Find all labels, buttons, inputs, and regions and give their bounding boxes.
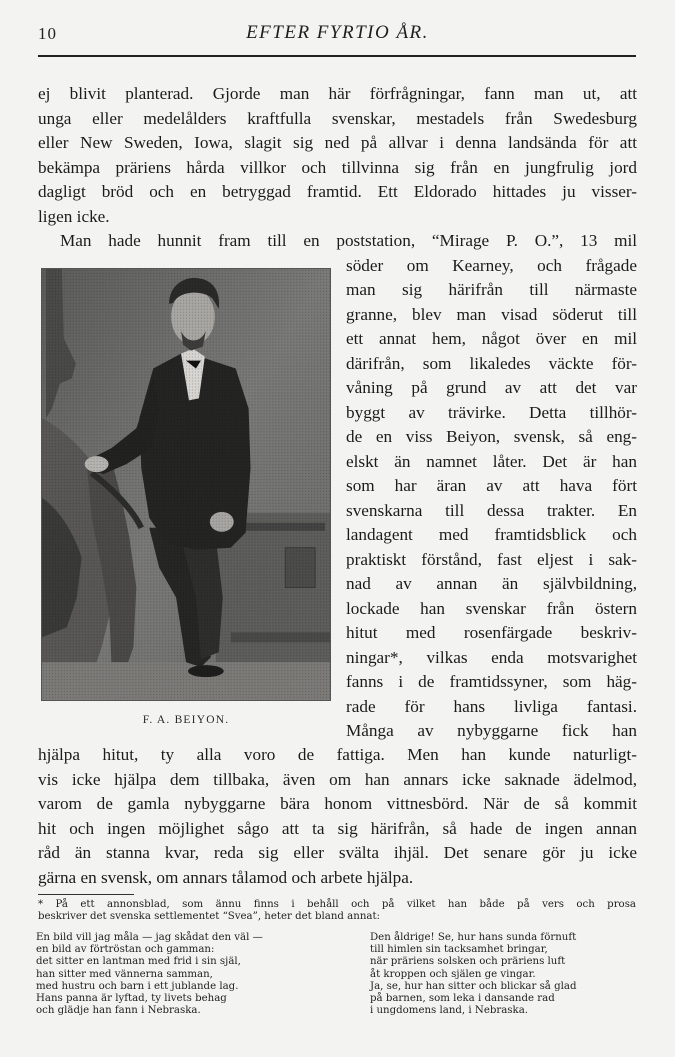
text-line: man sig härifrån till närmaste bbox=[346, 280, 637, 299]
poem-line: han sitter med vännerna samman, bbox=[36, 968, 213, 980]
text-line: bekämpa präriens hårda villkor och tillvinna sig från en jungfrulig jord bbox=[38, 157, 637, 177]
text-line: rade för hans livliga fantasi. bbox=[346, 696, 637, 716]
text-line: landagent med framtidsblick och bbox=[346, 525, 637, 544]
text-line: ej blivit planterad. Gjorde man här förfrågningar, fann man ut, att bbox=[38, 84, 637, 103]
text-line: råd än stanna kvar, reda sig eller svälta ihjäl. Det senare gör ju icke bbox=[38, 843, 637, 862]
text-line: därifrån, som likaledes väckte för- bbox=[346, 353, 637, 373]
text-line: hitut med rosenfärgade beskriv- bbox=[346, 623, 637, 642]
portrait-image bbox=[42, 269, 330, 700]
footnote-line: beskriver det svenska settlementet “Svea”, heter det bland annat: bbox=[38, 911, 380, 922]
footnote-poem-right bbox=[370, 932, 577, 1017]
poem-line: en bild av förtröstan och gamman: bbox=[36, 944, 215, 956]
poem-line: åt kroppen och själen ge vingar. bbox=[370, 968, 536, 980]
text-line: granne, blev man visad söderut till bbox=[346, 304, 637, 324]
footnote-poem-left bbox=[36, 932, 263, 1017]
text-line: Man hade hunnit fram till en poststation, “Mirage P. O.”, 13 mil bbox=[60, 231, 637, 250]
text-line: svenskarna till dessa trakter. En bbox=[346, 500, 637, 520]
poem-line: i ungdomens land, i Nebraska. bbox=[370, 1005, 529, 1017]
text-line: ligen icke. bbox=[38, 206, 110, 226]
text-line: ett annat hem, något över en mil bbox=[346, 329, 637, 348]
text-line: de en viss Beiyon, svensk, så eng- bbox=[346, 427, 637, 446]
text-line: eller New Sweden, Iowa, slagit sig ned på allvar i denna landsända för att bbox=[38, 133, 637, 152]
poem-line: och glädje han fann i Nebraska. bbox=[36, 1005, 201, 1017]
text-line: fanns i de framtidssyner, som häg- bbox=[346, 672, 637, 691]
text-line: dagligt bröd och en betryggad framtid. Ett Eldorado hittades ju visser- bbox=[38, 182, 637, 201]
poem-line: En bild vill jag måla — jag skådat den väl — bbox=[36, 932, 263, 943]
text-line: hjälpa hitut, ty alla voro de fattiga. Men han kunde naturligt- bbox=[38, 745, 637, 764]
text-line: våning på grund av att det var bbox=[346, 378, 637, 397]
text-line: lockade han svenskar från östern bbox=[346, 598, 637, 618]
poem-line: på barnen, som leka i dansande rad bbox=[370, 992, 555, 1004]
running-title: EFTER FYRTIO ÅR. bbox=[246, 22, 429, 43]
poem-line: det sitter en lantman med frid i sin själ, bbox=[36, 956, 241, 968]
text-line: vis icke hjälpa dem tillbaka, även om han annars icke saknade ädelmod, bbox=[38, 769, 637, 789]
header-rule bbox=[38, 55, 636, 57]
footnote-rule bbox=[38, 894, 134, 895]
text-line: varom de gamla nybyggarne bära honom vittnesbörd. När de så kommit bbox=[38, 794, 637, 813]
page-number: 10 bbox=[38, 24, 57, 43]
text-line: praktiskt förstånd, fast eljest i sak- bbox=[346, 549, 637, 569]
text-line: unga eller medelålders kraftfulla svenskar, mestadels från Swedesburg bbox=[38, 108, 637, 128]
text-line: gärna en svensk, om annars tålamod och arbete hjälpa. bbox=[38, 867, 414, 887]
footnote-line: * På ett annonsblad, som ännu finns i behåll och på vilket han både på vers och prosa bbox=[38, 899, 636, 910]
text-line: byggt av trävirke. Detta tillhör- bbox=[346, 402, 637, 422]
text-line: Många av nybyggarne fick han bbox=[346, 721, 637, 740]
text-line: nad av annan än självbildning, bbox=[346, 574, 637, 593]
poem-line: Den åldrige! Se, hur hans sunda förnuft bbox=[370, 932, 577, 943]
poem-line: när präriens solsken och präriens luft bbox=[370, 956, 566, 968]
text-line: elskt än namnet låter. Det är han bbox=[346, 451, 637, 471]
poem-line: till himlen sin tacksamhet bringar, bbox=[370, 944, 548, 956]
text-line: söder om Kearney, och frågade bbox=[346, 255, 637, 275]
poem-line: Hans panna är lyftad, ty livets behag bbox=[36, 992, 227, 1004]
text-line: som har äran av att hava fört bbox=[346, 476, 637, 495]
poem-line: med hustru och barn i ett jublande lag. bbox=[36, 980, 239, 992]
photo-caption: F. A. BEIYON. bbox=[142, 714, 230, 726]
portrait-photo bbox=[41, 268, 331, 701]
text-line: ningar*, vilkas enda motsvarighet bbox=[346, 647, 637, 667]
text-line: hit och ingen möjlighet sågo att ta sig härifrån, så hade de ingen annan bbox=[38, 818, 637, 838]
poem-line: Ja, se, hur han sitter och blickar så glad bbox=[370, 980, 577, 992]
